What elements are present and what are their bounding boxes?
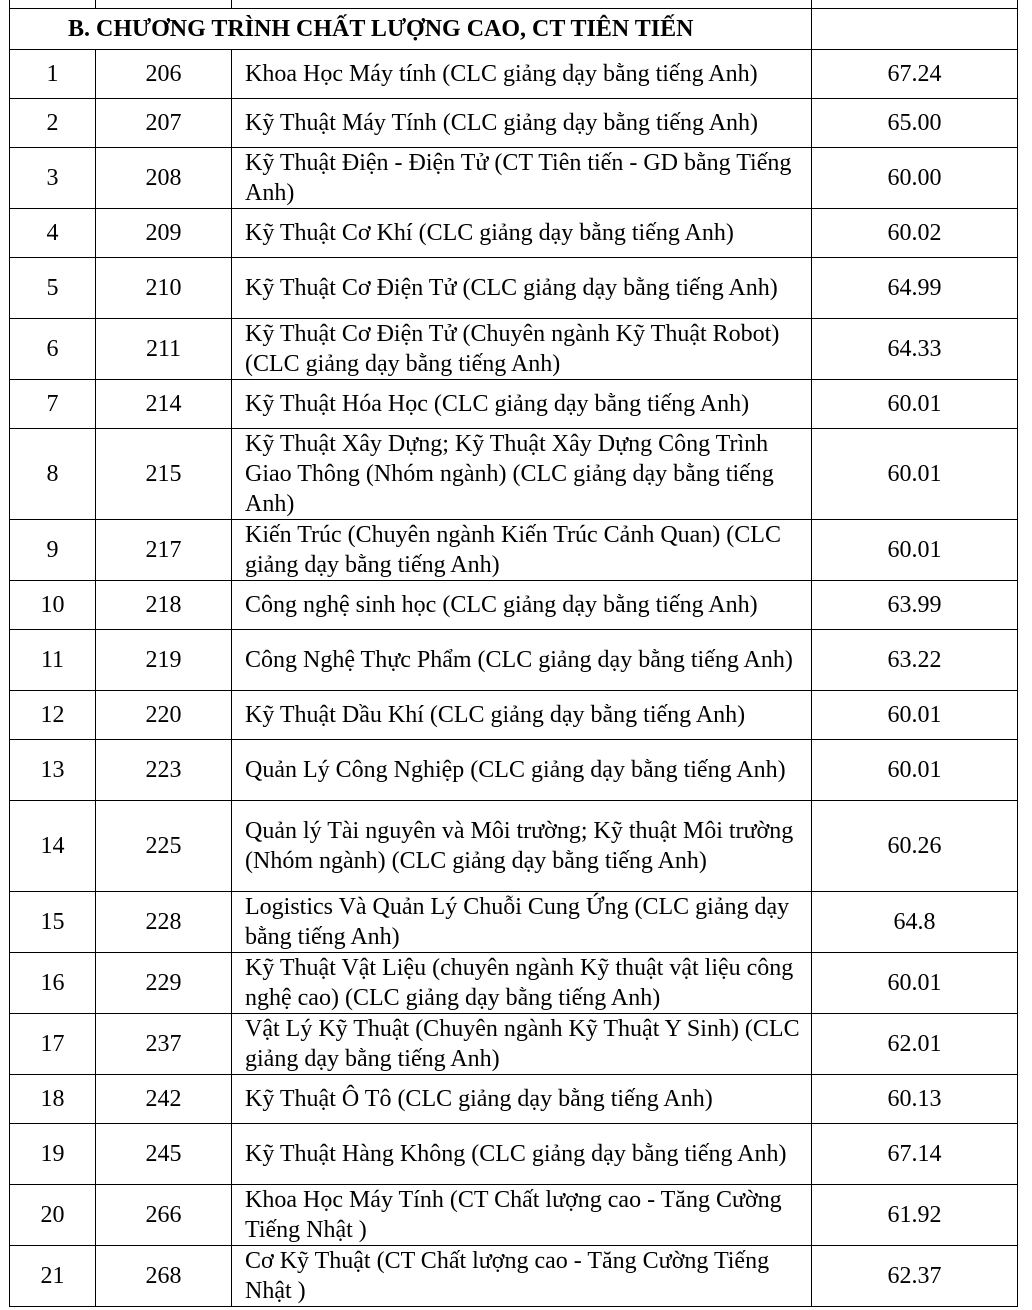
program-name: Khoa Học Máy tính (CLC giảng dạy bằng tiếng Anh) — [232, 50, 812, 99]
row-number: 11 — [10, 630, 96, 691]
row-number: 12 — [10, 691, 96, 740]
row-number: 5 — [10, 258, 96, 319]
row-number: 16 — [10, 953, 96, 1014]
program-name: Quản Lý Công Nghiệp (CLC giảng dạy bằng tiếng Anh) — [232, 740, 812, 801]
table-body — [10, 0, 1018, 1307]
table-row — [10, 1075, 1018, 1124]
section-score-cell — [812, 9, 1018, 50]
row-number: 17 — [10, 1014, 96, 1075]
program-name: Kỹ Thuật Cơ Khí (CLC giảng dạy bằng tiếng Anh) — [232, 209, 812, 258]
admission-score: 63.22 — [812, 630, 1018, 691]
row-number: 14 — [10, 801, 96, 892]
program-name: Kỹ Thuật Xây Dựng; Kỹ Thuật Xây Dựng Công Trình Giao Thông (Nhóm ngành) (CLC giảng dạy bằng tiếng Anh) — [232, 429, 812, 520]
table-row — [10, 258, 1018, 319]
table-row — [10, 50, 1018, 99]
program-name: Kỹ Thuật Máy Tính (CLC giảng dạy bằng tiếng Anh) — [232, 99, 812, 148]
table-row — [10, 520, 1018, 581]
program-code: 245 — [96, 1124, 232, 1185]
admission-score: 67.24 — [812, 50, 1018, 99]
program-name: Công nghệ sinh học (CLC giảng dạy bằng tiếng Anh) — [232, 581, 812, 630]
admission-score: 64.8 — [812, 892, 1018, 953]
row-number: 4 — [10, 209, 96, 258]
program-name: Kỹ Thuật Ô Tô (CLC giảng dạy bằng tiếng Anh) — [232, 1075, 812, 1124]
program-code: 209 — [96, 209, 232, 258]
program-name: Vật Lý Kỹ Thuật (Chuyên ngành Kỹ Thuật Y Sinh) (CLC giảng dạy bằng tiếng Anh) — [232, 1014, 812, 1075]
table-row — [10, 691, 1018, 740]
admission-score: 62.01 — [812, 1014, 1018, 1075]
program-code: 211 — [96, 319, 232, 380]
top-strip-cell — [232, 0, 812, 9]
program-code: 229 — [96, 953, 232, 1014]
admission-score: 60.00 — [812, 148, 1018, 209]
row-number: 8 — [10, 429, 96, 520]
program-name: Kỹ Thuật Hóa Học (CLC giảng dạy bằng tiếng Anh) — [232, 380, 812, 429]
row-number: 18 — [10, 1075, 96, 1124]
table-row — [10, 99, 1018, 148]
admission-score: 64.33 — [812, 319, 1018, 380]
admission-score: 60.02 — [812, 209, 1018, 258]
table-row — [10, 1185, 1018, 1246]
program-code: 217 — [96, 520, 232, 581]
admission-score: 60.01 — [812, 380, 1018, 429]
table-row — [10, 581, 1018, 630]
row-number: 15 — [10, 892, 96, 953]
program-code: 208 — [96, 148, 232, 209]
program-name: Kỹ Thuật Cơ Điện Tử (CLC giảng dạy bằng tiếng Anh) — [232, 258, 812, 319]
table-row — [10, 319, 1018, 380]
program-code: 214 — [96, 380, 232, 429]
top-strip-cell — [812, 0, 1018, 9]
program-code: 219 — [96, 630, 232, 691]
row-number: 1 — [10, 50, 96, 99]
program-name: Kiến Trúc (Chuyên ngành Kiến Trúc Cảnh Quan) (CLC giảng dạy bằng tiếng Anh) — [232, 520, 812, 581]
table-row — [10, 380, 1018, 429]
row-number: 21 — [10, 1246, 96, 1307]
program-name: Kỹ Thuật Điện - Điện Tử (CT Tiên tiến - GD bằng Tiếng Anh) — [232, 148, 812, 209]
program-name: Kỹ Thuật Hàng Không (CLC giảng dạy bằng tiếng Anh) — [232, 1124, 812, 1185]
table-row — [10, 1014, 1018, 1075]
section-title: B. CHƯƠNG TRÌNH CHẤT LƯỢNG CAO, CT TIÊN TIẾN — [10, 9, 812, 50]
top-strip-row — [10, 0, 1018, 9]
table-row — [10, 1246, 1018, 1307]
admission-score: 67.14 — [812, 1124, 1018, 1185]
section-header-row — [10, 9, 1018, 50]
admission-score: 65.00 — [812, 99, 1018, 148]
table-row — [10, 209, 1018, 258]
program-code: 237 — [96, 1014, 232, 1075]
program-code: 210 — [96, 258, 232, 319]
admission-score: 63.99 — [812, 581, 1018, 630]
row-number: 3 — [10, 148, 96, 209]
admission-score: 64.99 — [812, 258, 1018, 319]
row-number: 2 — [10, 99, 96, 148]
table-row — [10, 953, 1018, 1014]
program-name: Kỹ Thuật Cơ Điện Tử (Chuyên ngành Kỹ Thuật Robot) (CLC giảng dạy bằng tiếng Anh) — [232, 319, 812, 380]
program-code: 266 — [96, 1185, 232, 1246]
program-code: 218 — [96, 581, 232, 630]
program-code: 207 — [96, 99, 232, 148]
admission-score: 60.01 — [812, 429, 1018, 520]
program-name: Kỹ Thuật Vật Liệu (chuyên ngành Kỹ thuật vật liệu công nghệ cao) (CLC giảng dạy bằng tiếng Anh) — [232, 953, 812, 1014]
admission-score: 60.01 — [812, 520, 1018, 581]
admission-score-table — [9, 0, 1018, 1307]
table-row — [10, 148, 1018, 209]
admission-score: 60.01 — [812, 953, 1018, 1014]
admission-score: 60.01 — [812, 740, 1018, 801]
admission-score: 60.13 — [812, 1075, 1018, 1124]
table-row — [10, 429, 1018, 520]
program-code: 223 — [96, 740, 232, 801]
table-row — [10, 630, 1018, 691]
program-code: 268 — [96, 1246, 232, 1307]
table-row — [10, 740, 1018, 801]
table-row — [10, 801, 1018, 892]
table-row — [10, 892, 1018, 953]
program-name: Logistics Và Quản Lý Chuỗi Cung Ứng (CLC giảng dạy bằng tiếng Anh) — [232, 892, 812, 953]
row-number: 7 — [10, 380, 96, 429]
row-number: 20 — [10, 1185, 96, 1246]
program-code: 220 — [96, 691, 232, 740]
admission-score: 60.01 — [812, 691, 1018, 740]
program-name: Công Nghệ Thực Phẩm (CLC giảng dạy bằng tiếng Anh) — [232, 630, 812, 691]
row-number: 6 — [10, 319, 96, 380]
program-code: 215 — [96, 429, 232, 520]
row-number: 19 — [10, 1124, 96, 1185]
top-strip-cell — [96, 0, 232, 9]
table-row — [10, 1124, 1018, 1185]
admission-score: 60.26 — [812, 801, 1018, 892]
program-code: 206 — [96, 50, 232, 99]
program-name: Khoa Học Máy Tính (CT Chất lượng cao - Tăng Cường Tiếng Nhật ) — [232, 1185, 812, 1246]
row-number: 13 — [10, 740, 96, 801]
admission-score: 62.37 — [812, 1246, 1018, 1307]
program-name: Cơ Kỹ Thuật (CT Chất lượng cao - Tăng Cường Tiếng Nhật ) — [232, 1246, 812, 1307]
row-number: 10 — [10, 581, 96, 630]
program-code: 228 — [96, 892, 232, 953]
program-code: 242 — [96, 1075, 232, 1124]
program-name: Quản lý Tài nguyên và Môi trường; Kỹ thuật Môi trường (Nhóm ngành) (CLC giảng dạy bằng tiếng Anh) — [232, 801, 812, 892]
top-strip-cell — [10, 0, 96, 9]
program-name: Kỹ Thuật Dầu Khí (CLC giảng dạy bằng tiếng Anh) — [232, 691, 812, 740]
row-number: 9 — [10, 520, 96, 581]
program-code: 225 — [96, 801, 232, 892]
admission-score: 61.92 — [812, 1185, 1018, 1246]
